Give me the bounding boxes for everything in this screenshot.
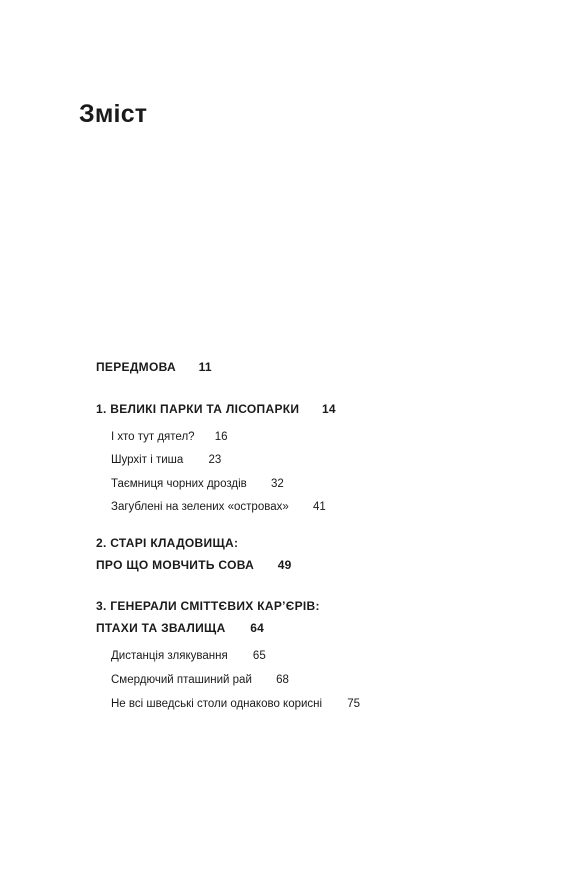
toc-page-number: 23 — [208, 454, 222, 466]
toc-page-number: 65 — [252, 650, 266, 662]
toc-subentry[interactable] — [111, 476, 284, 492]
toc-entry-chapter-1[interactable] — [96, 401, 336, 417]
toc-entry-preface[interactable] — [96, 359, 212, 375]
toc-entry-title: ПТАХИ ТА ЗВАЛИЩА — [96, 621, 226, 635]
toc-subentry-title: Загублені на зелених «островах» — [111, 501, 289, 513]
toc-subentry-title: Шурхіт і тиша — [111, 454, 184, 466]
toc-entry-title: 3. ГЕНЕРАЛИ СМІТТЄВИХ КАР’ЄРІВ: — [96, 599, 320, 613]
toc-entry-chapter-3[interactable] — [96, 598, 320, 614]
toc-page-number: 68 — [276, 674, 289, 686]
toc-page-number: 11 — [198, 360, 212, 374]
toc-subentry[interactable] — [111, 672, 289, 688]
toc-subentry[interactable] — [111, 696, 360, 712]
toc-subentry[interactable] — [111, 429, 228, 445]
toc-page-number: 64 — [250, 621, 265, 635]
toc-page-number: 16 — [214, 431, 228, 443]
page-title: Зміст — [79, 100, 148, 128]
toc-entry-title: 2. СТАРІ КЛАДОВИЩА: — [96, 536, 239, 550]
toc-page-number: 75 — [347, 698, 361, 710]
toc-subentry[interactable] — [111, 648, 266, 664]
toc-subentry-title: Не всі шведські столи однаково корисні — [111, 698, 323, 710]
toc-entry-chapter-2-continued[interactable] — [96, 557, 292, 573]
toc-subentry[interactable] — [111, 499, 326, 515]
toc-entry-title: 1. ВЕЛИКІ ПАРКИ ТА ЛІСОПАРКИ — [96, 402, 300, 416]
toc-page-number: 14 — [321, 402, 336, 416]
toc-subentry-title: І хто тут дятел? — [111, 431, 195, 443]
toc-subentry-title: Таємниця чорних дроздів — [111, 478, 247, 490]
toc-subentry-title: Дистанція злякування — [111, 650, 228, 662]
toc-subentry[interactable] — [111, 452, 221, 468]
toc-entry-title: ПЕРЕДМОВА — [96, 360, 176, 374]
toc-entry-title: ПРО ЩО МОВЧИТЬ СОВА — [96, 558, 255, 572]
toc-entry-chapter-2[interactable] — [96, 535, 238, 551]
toc-page-number: 41 — [312, 501, 326, 513]
toc-entry-chapter-3-continued[interactable] — [96, 620, 264, 636]
toc-page-number: 32 — [270, 478, 284, 490]
toc-page-number: 49 — [277, 558, 292, 572]
toc-subentry-title: Смердючий пташиний рай — [111, 674, 252, 686]
